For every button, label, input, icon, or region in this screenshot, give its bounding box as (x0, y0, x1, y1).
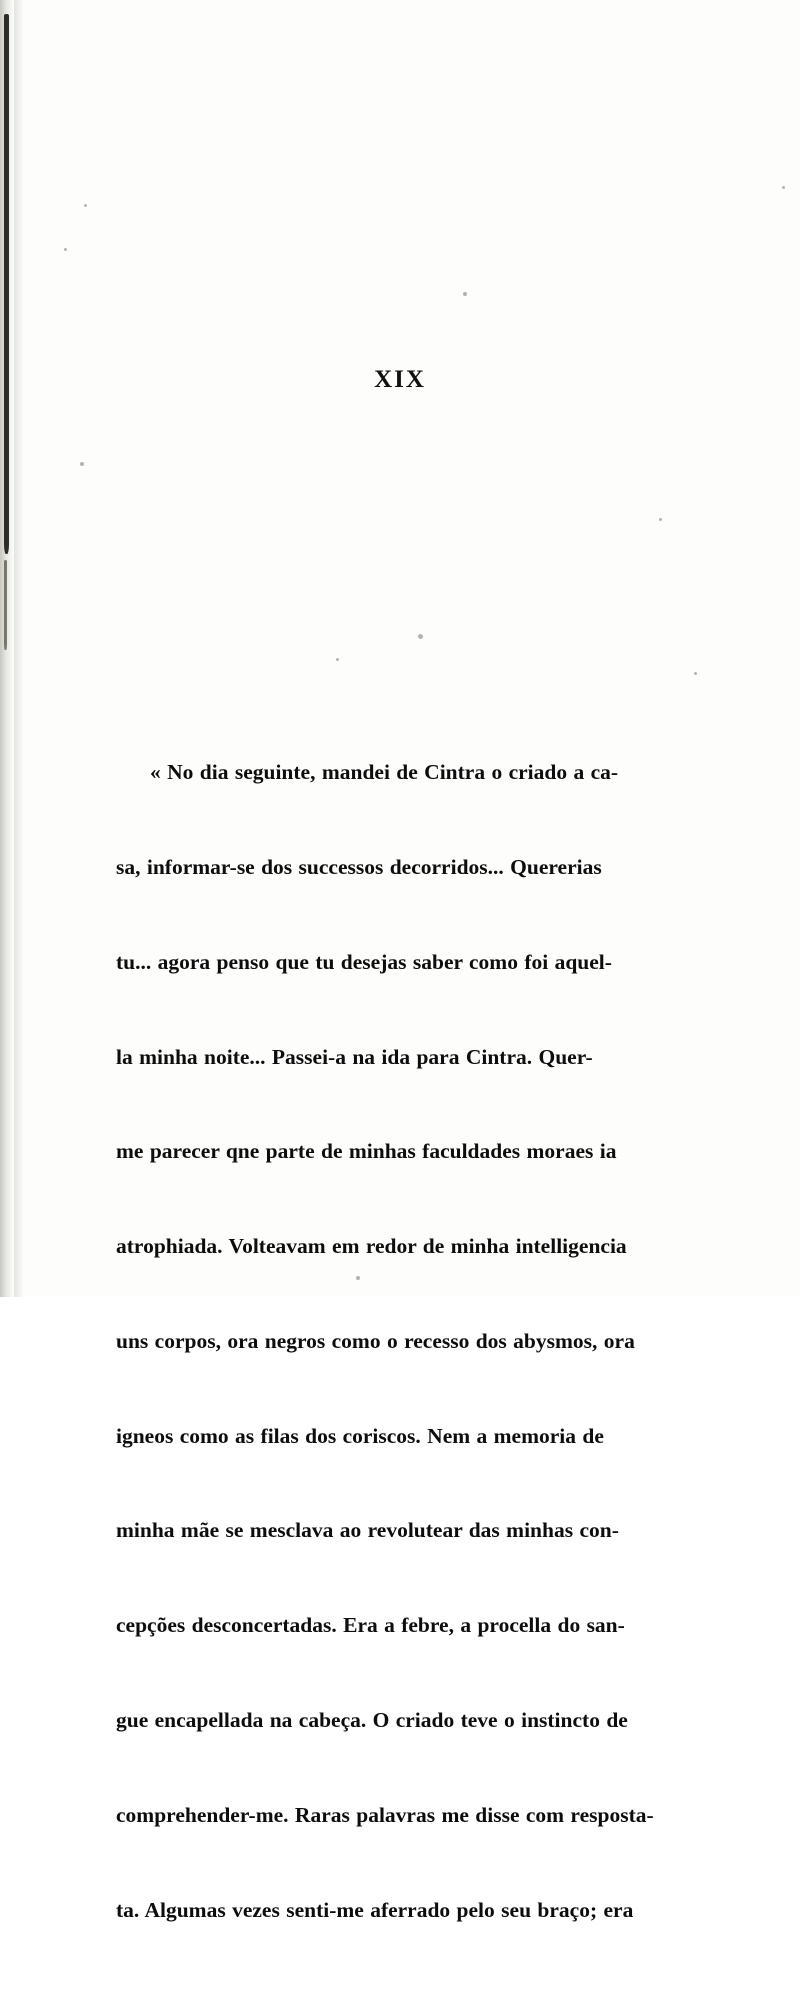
text-line: sa, informar-se dos successos decorridos... Quererias (116, 854, 602, 879)
text-line: « No dia seguinte, mandei de Cintra o criado a ca- (150, 760, 619, 785)
text-line: uns corpos, ora negros como o recesso dos abysmos, ora (116, 1328, 635, 1353)
binding-shadow-mark-lower (4, 560, 7, 650)
binding-shadow-mark (4, 14, 9, 554)
scan-speck (336, 658, 339, 661)
text-line: me parecer qne parte de minhas faculdades moraes ia (116, 1139, 617, 1164)
scan-speck (463, 292, 467, 296)
scan-speck (694, 672, 697, 675)
text-line: cepções desconcertadas. Era a febre, a procella do san- (116, 1613, 625, 1638)
text-line: minha mãe se mesclava ao revolutear das minhas con- (116, 1518, 619, 1543)
scan-speck (659, 518, 662, 521)
text-line: tu... agora penso que tu desejas saber como foi aquel- (116, 949, 612, 974)
text-line: atrophiada. Volteavam em redor de minha intelligencia (116, 1234, 627, 1259)
scan-speck (782, 186, 785, 189)
body-paragraph (116, 694, 706, 1989)
text-line: igneos como as filas dos coriscos. Nem a memoria de (116, 1423, 604, 1448)
text-line: ta. Algumas vezes senti-me aferrado pelo seu braço; era (116, 1897, 634, 1922)
text-line: gue encapellada na cabeça. O criado teve o instincto de (116, 1708, 628, 1732)
scan-speck (64, 248, 67, 251)
text-line: la minha noite... Passei-a na ida para Cintra. Quer- (116, 1044, 593, 1069)
scan-speck (418, 634, 423, 639)
scan-speck (84, 204, 87, 207)
chapter-number: XIX (374, 366, 426, 393)
page-edge-shadow (14, 0, 24, 1297)
text-line: comprehender-me. Raras palavras me disse com resposta- (116, 1802, 654, 1827)
scan-speck (80, 462, 84, 466)
